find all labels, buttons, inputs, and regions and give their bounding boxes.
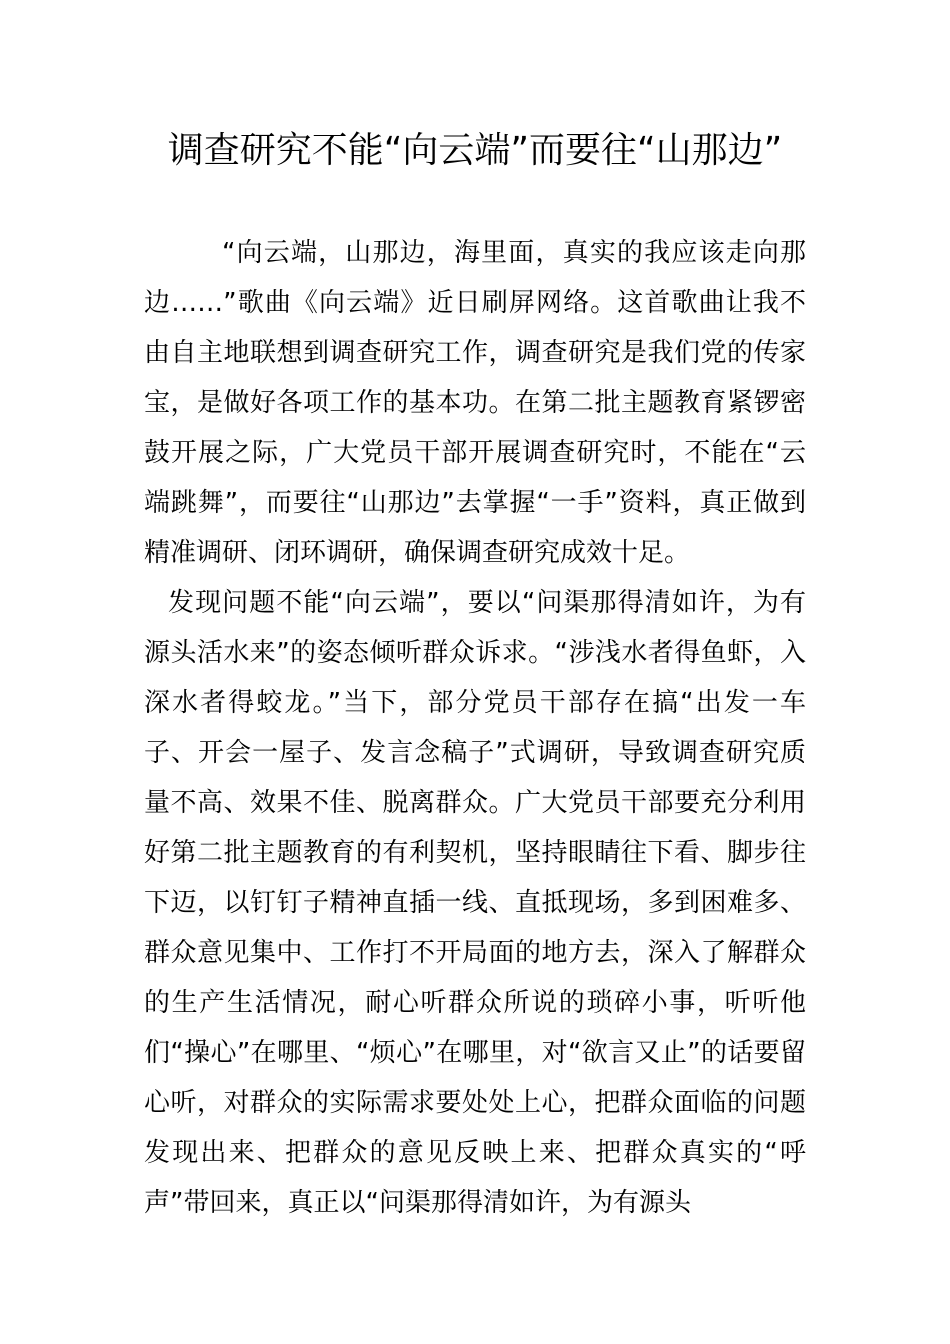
paragraph-discover-problems: 发现问题不能“向云端”，要以“问渠那得清如许，为有源头活水来”的姿态倾听群众诉求。“涉浅水者得鱼虾，入深水者得蛟龙。”当下，部分党员干部存在搞“出发一车子、开会一屋子、发言念稿子”式调研，导致调查研究质量不高、效果不佳、脱离群众。广大党员干部要充分利用好第二批主题教育的有利契机，坚持眼睛往下看、脚步往下迈，以钉钉子精神直插一线、直抵现场，多到困难多、群众意见集中、工作打不开局面的地方去，深入了解群众的生产生活情况，耐心听群众所说的琐碎小事，听听他们“操心”在哪里、“烦心”在哪里，对“欲言又止”的话要留心听，对群众的实际需求要处处上心，把群众面临的问题发现出来、把群众的意见反映上来、把群众真实的“呼声”带回来，真正以“问渠那得清如许，为有源头 <box>144 588 806 1218</box>
document-title: 调查研究不能“向云端”而要往“山那边” <box>167 130 783 171</box>
paragraph-intro: “向云端，山那边，海里面，真实的我应该走向那边……”歌曲《向云端》近日刷屏网络。这首歌曲让我不由自主地联想到调查研究工作，调查研究是我们党的传家宝，是做好各项工作的基本功。在第二批主题教育紧锣密鼓开展之际，广大党员干部开展调查研究时，不能在“云端跳舞”，而要往“山那边”去掌握“一手”资料，真正做到精准调研、闭环调研，确保调查研究成效十足。 <box>144 238 806 568</box>
document-body <box>144 228 806 1228</box>
